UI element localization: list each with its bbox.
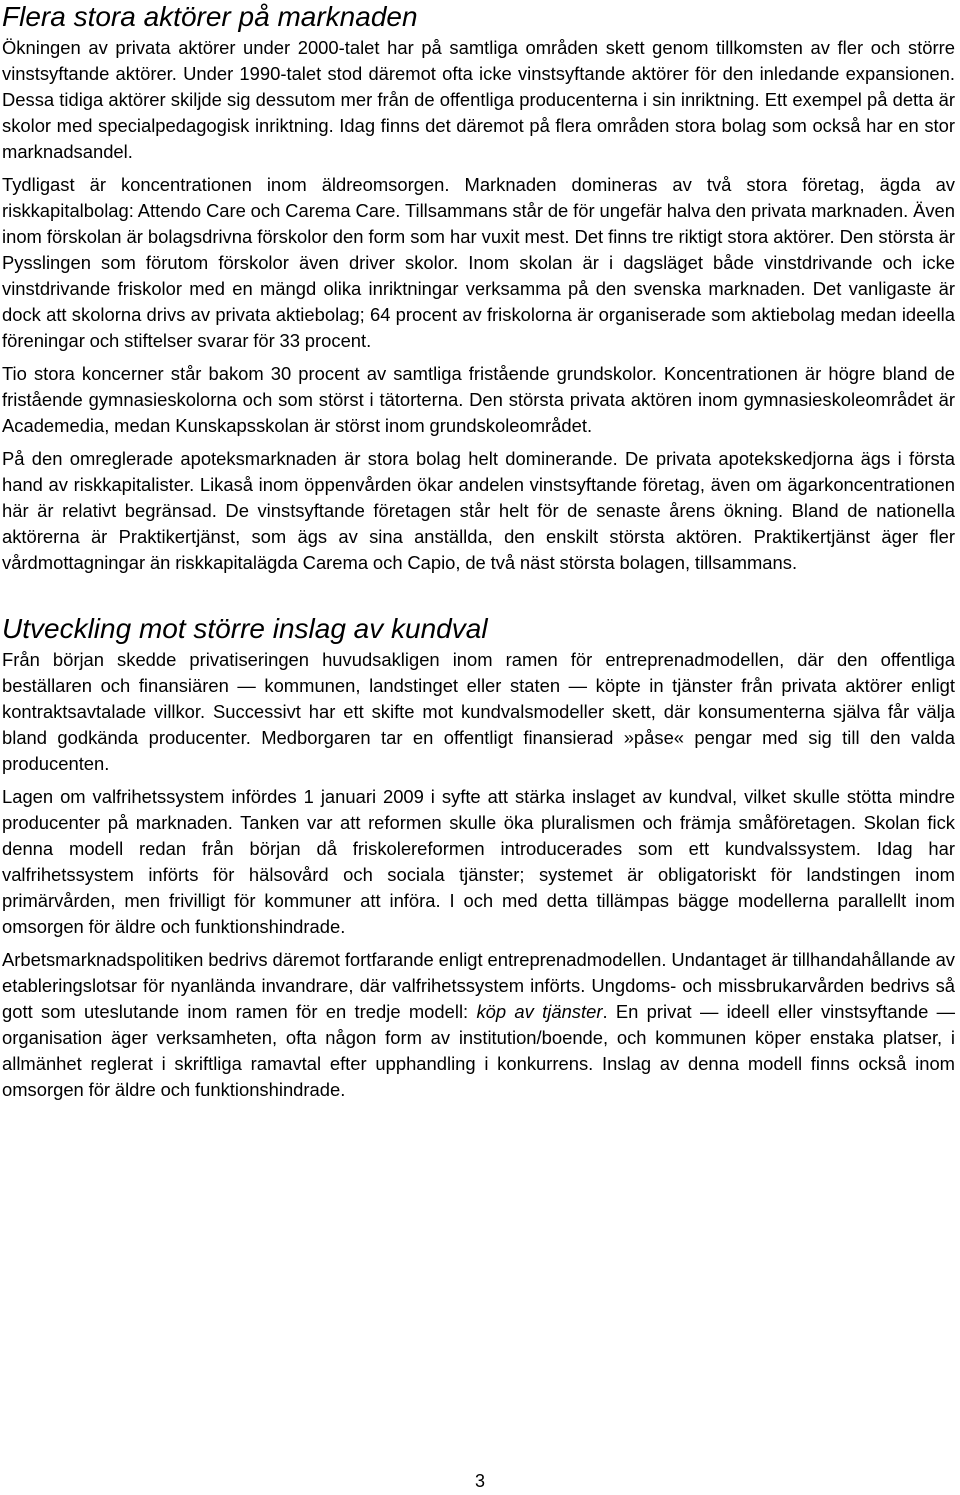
paragraph-7-emphasis: köp av tjänster — [476, 1001, 603, 1022]
paragraph-1: Ökningen av privata aktörer under 2000-talet har på samtliga områden skett genom tillkomsten av fler och större vinstsyftande aktörer. Under 1990-talet stod däremot ofta icke vinstsyftande aktörer för den inledande expansionen. Dessa tidiga aktörer skiljde sig dessutom mer från de offentliga producenterna i sin inriktning. Ett exempel på detta är skolor med specialpedagogisk inriktning. Idag finns det däremot på flera områden stora bolag som också har en stor marknadsandel. — [2, 37, 955, 162]
paragraph-6: Lagen om valfrihetssystem infördes 1 januari 2009 i syfte att stärka inslaget av kundval, vilket skulle stötta mindre producenter på marknaden. Tanken var att reformen skulle öka pluralismen och främja småföretagen. Skolan fick denna modell redan från början då friskolereformen introducerades som ett kundvalssystem. Idag har valfrihetssystem införts för hälsovård och sociala tjänster; systemet är obligatoriskt för landstingen inom primärvården, men frivilligt för kommuner att införa. I och med detta tillämpas bägge modellerna parallellt inom omsorgen för äldre och funktionshindrade. — [2, 786, 955, 937]
section-heading-kundval: Utveckling mot större inslag av kundval — [2, 613, 488, 644]
paragraph-4: På den omreglerade apoteksmarknaden är stora bolag helt dominerande. De privata apotekskedjorna ägs i första hand av riskkapitalister. Likaså inom öppenvården ökar andelen vinstsyftande företag, även om ägarkoncentrationen här är relativt begränsad. De vinstsyftande företagen står helt för de senaste årens ökning. Bland de nationella aktörerna är Praktikertjänst, som ägs av sina anställda, den enskilt största aktören. Praktikertjänst äger fler vårdmottagningar än riskkapitalägda Carema och Capio, de två näst största bolagen, tillsammans. — [2, 448, 955, 573]
section-heading-aktorer: Flera stora aktörer på marknaden — [2, 1, 418, 32]
paragraph-7-text-b: . En privat — ideell eller vinstsyftande — organisation äger verksamheten, ofta någon form av institution/boende, och kommunen köper enstaka platser, i allmänhet reglerat i skriftliga ramavtal efter upphandling i konkurrens. Inslag av denna modell finns också inom omsorgen för äldre och funktionshindrade. — [2, 1001, 955, 1100]
page-number: 3 — [474, 1471, 485, 1491]
paragraph-2: Tydligast är koncentrationen inom äldreomsorgen. Marknaden domineras av två stora företag, ägda av riskkapitalbolag: Attendo Care och Carema Care. Tillsammans står de för ungefär halva den privata marknaden. Även inom förskolan är bolagsdrivna förskolor den form som har vuxit mest. Det finns tre riktigt stora aktörer. Den största är Pysslingen som förutom förskolor även driver skolor. Inom skolan är i dagsläget både vinstdrivande och icke vinstdrivande friskolor med en mängd olika inriktningar verksamma på den svenska marknaden. Det vanligaste är dock att skolorna drivs av privata aktiebolag; 64 procent av friskolorna är organiserade som aktiebolag medan ideella föreningar och stiftelser svarar för 33 procent. — [2, 174, 955, 351]
paragraph-7-text-a: Arbetsmarknadspolitiken bedrivs däremot fortfarande enligt entreprenadmodellen. Undantaget är tillhandahållande av etableringslotsar för nyanlända invandrare, där valfrihetssystem införts. Ungdoms- och missbrukarvården bedrivs så gott som uteslutande inom ramen för en tredje modell: — [2, 949, 955, 1022]
paragraph-7 — [2, 947, 955, 1103]
paragraph-5: Från början skedde privatiseringen huvudsakligen inom ramen för entreprenadmodellen, där den offentliga beställaren och finansiären — kommunen, landstinget eller staten — köpte in tjänster från privata aktörer enligt kontraktsavtalade villkor. Successivt har ett skifte mot kundvalsmodeller skett, där konsumenterna själva får välja bland godkända producenter. Medborgaren tar en offentligt finansierad »påse« pengar med sig till den valda producenten. — [2, 649, 955, 774]
paragraph-3: Tio stora koncerner står bakom 30 procent av samtliga fristående grundskolor. Koncentrationen är högre bland de fristående gymnasieskolorna och som störst i tätorterna. Den största privata aktören inom gymnasieskoleområdet är Academedia, medan Kunskapsskolan är störst inom grundskoleområdet. — [2, 363, 955, 436]
